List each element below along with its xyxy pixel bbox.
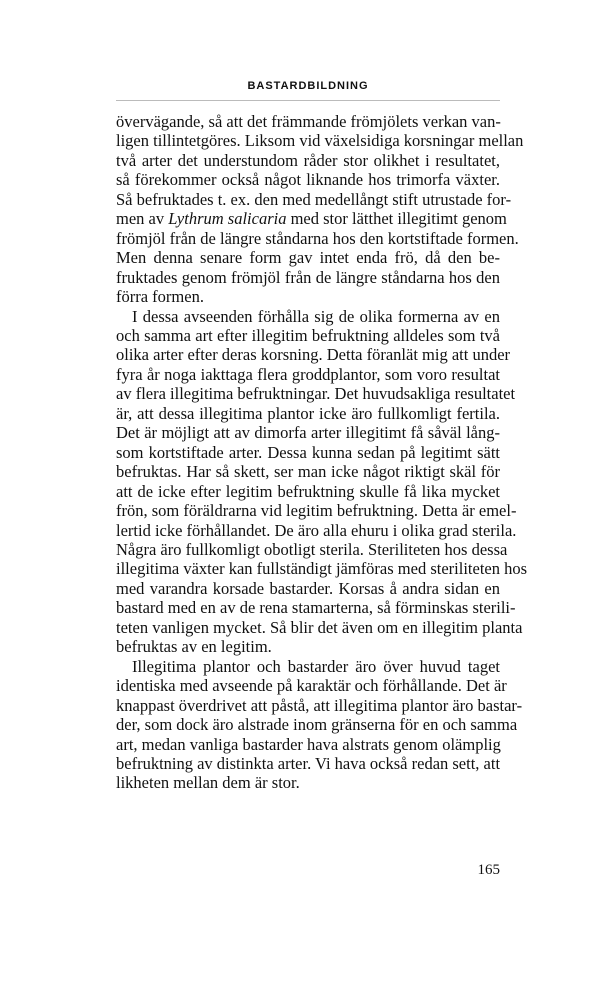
text-line: frömjöl från de längre ståndarna hos den kortstiftade formen.	[116, 228, 519, 248]
text-line: så förekommer också något liknande hos trimorfa växter.	[116, 170, 500, 190]
text-line: likheten mellan dem är stor.	[116, 773, 300, 793]
text-line: att de icke efter legitim befruktning skulle få lika mycket	[116, 481, 500, 501]
running-head: BASTARDBILDNING	[247, 80, 369, 92]
text-line: illegitima växter kan fullständigt jämföras med steriliteten hos	[116, 559, 528, 579]
text-line: ligen tillintetgöres. Liksom vid växelsidiga korsningar mellan	[116, 131, 524, 151]
text-line: som kortstiftade arter. Dessa kunna sedan på legitimt sätt	[116, 442, 500, 462]
text-line: der, som dock äro alstrade inom gränserna för en och samma	[116, 715, 518, 735]
text-line: Det är möjligt att av dimorfa arter illegitimt få såväl lång-	[116, 423, 500, 443]
text-line: art, medan vanliga bastarder hava alstrats genom olämplig	[116, 734, 501, 754]
text-line: befruktning av distinkta arter. Vi hava också redan sett, att	[116, 753, 501, 773]
text-line: och samma art efter illegitim befruktning alldeles som två	[116, 325, 500, 345]
text-line: av flera illegitima befruktningar. Det huvudsakliga resultatet	[116, 384, 516, 404]
text-line: olika arter efter deras korsning. Detta föranlät mig att under	[116, 345, 511, 365]
page-number: 165	[477, 862, 500, 878]
text-line: fyra år noga iakttaga flera groddplantor, som voro resultat	[116, 364, 500, 384]
text-line: knappast överdrivet att påstå, att illegitima plantor äro bastar-	[116, 695, 523, 715]
text-line: två arter det understundom råder stor olikhet i resultatet,	[116, 150, 500, 170]
text-line: Men denna senare form gav intet enda frö, då den be-	[116, 248, 500, 268]
text-line: Så befruktades t. ex. den med medellångt stift utrustade for-	[116, 189, 512, 209]
text-line: fruktades genom frömjöl från de längre ståndarna hos den	[116, 267, 500, 287]
text-line: I dessa avseenden förhålla sig de olika formerna av en	[132, 306, 500, 326]
text-line: är, att dessa illegitima plantor icke äro fullkomligt fertila.	[116, 403, 500, 423]
header-rule	[116, 100, 500, 101]
species-name: Lythrum salicaria	[168, 209, 287, 229]
text-line: bastard med en av de rena stamarterna, så förminskas sterili-	[116, 598, 516, 618]
text-line: men av Lythrum salicaria med stor lätthet illegitimt genom	[116, 209, 507, 229]
text-line: övervägande, så att det främmande frömjölets verkan van-	[116, 112, 501, 131]
text-line: befruktas. Har så skett, ser man icke något riktigt skäl för	[116, 462, 500, 482]
text-line: förra formen.	[116, 287, 204, 307]
text-line: befruktas av en legitim.	[116, 637, 272, 657]
body-text	[116, 112, 528, 793]
text-line: frön, som föräldrarna vid legitim befruktning. Detta är emel-	[116, 501, 517, 521]
text-line: med varandra korsade bastarder. Korsas å andra sidan en	[116, 578, 500, 598]
text-line: lertid icke förhållandet. De äro alla ehuru i olika grad sterila.	[116, 520, 517, 540]
text-line: identiska med avseende på karaktär och förhållande. Det är	[116, 676, 507, 696]
text-line: teten vanligen mycket. Så blir det även om en illegitim planta	[116, 617, 523, 637]
text-line: Några äro fullkomligt obotligt sterila. Steriliteten hos dessa	[116, 539, 508, 559]
text-line: Illegitima plantor och bastarder äro över huvud taget	[132, 656, 500, 676]
